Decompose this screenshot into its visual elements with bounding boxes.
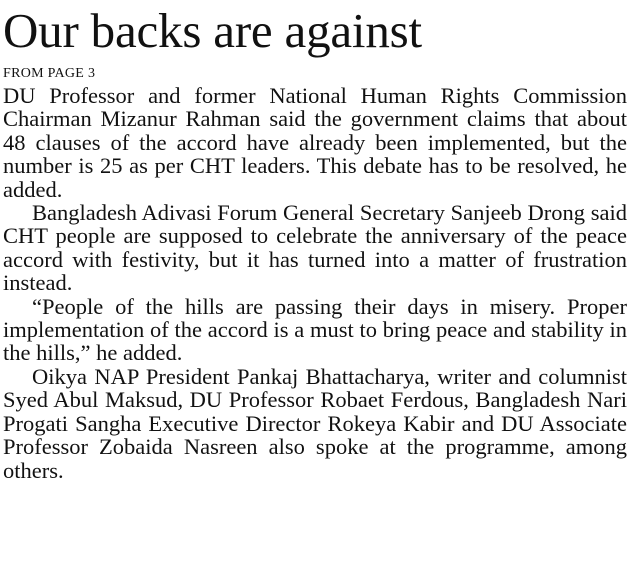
continued-from-label: FROM PAGE 3 <box>3 66 96 81</box>
article-paragraph: Oikya NAP President Pankaj Bhattacharya, writer and columnist Syed Abul Maksud, DU Professor Robaet Ferdous, Bangladesh Nari Progati Sangha Executive Director Rokeya Kabir and DU Associate Professor Zobaida Nasreen also spoke at the programme, among others. <box>3 363 627 483</box>
article-paragraph: Bangladesh Adivasi Forum General Secretary Sanjeeb Drong said CHT people are supposed to celebrate the anniversary of the peace accord with festivity, but it has turned into a matter of frustration instead. <box>3 200 627 296</box>
article-paragraph: DU Professor and former National Human Rights Commission Chairman Mizanur Rahman said the government claims that about 48 clauses of the accord have already been implemented, but the number is 25 as per CHT leaders. This debate has to be resolved, he added. <box>3 83 627 202</box>
article-headline: Our backs are against <box>3 3 422 58</box>
news-article <box>3 0 627 482</box>
article-body <box>3 84 627 482</box>
article-paragraph: “People of the hills are passing their days in misery. Proper implementation of the accord is a must to bring peace and stability in the hills,” he added. <box>3 293 627 366</box>
